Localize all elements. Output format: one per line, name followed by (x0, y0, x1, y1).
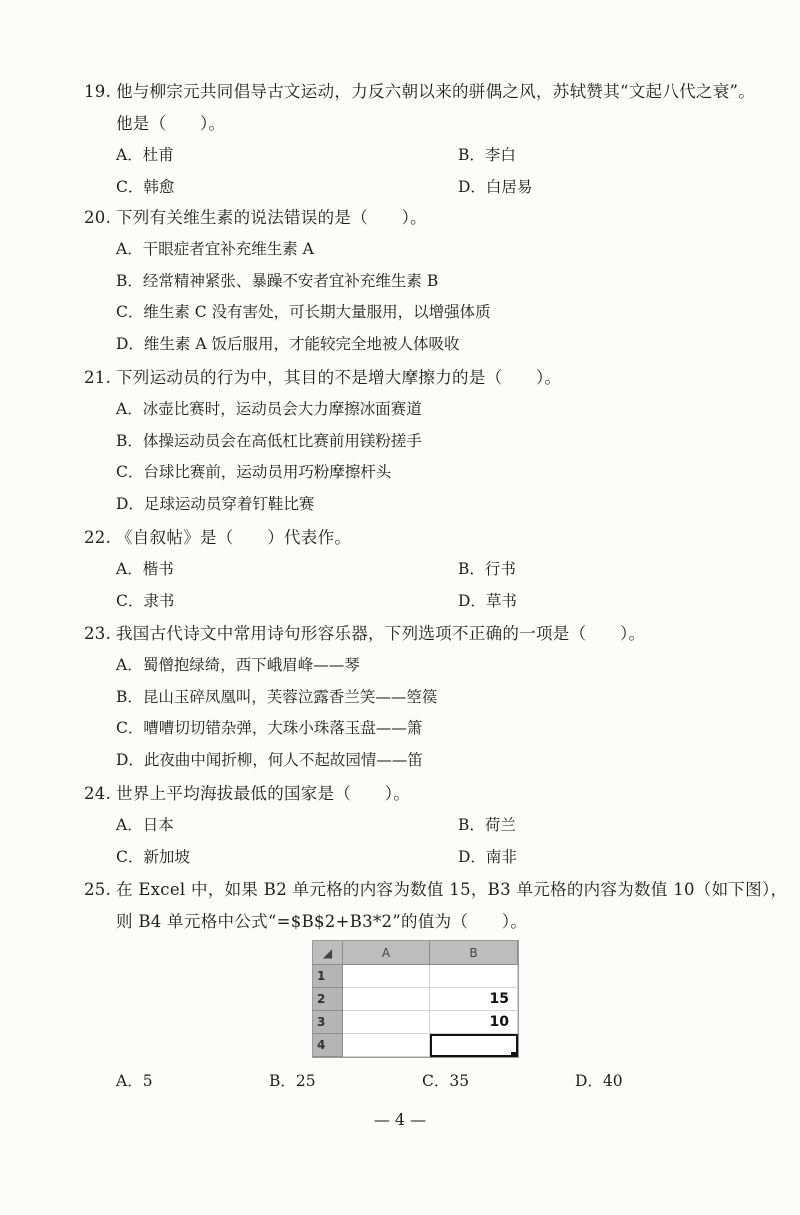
option-d: D．此夜曲中闻折柳，何人不起故园情——笛 (116, 750, 423, 769)
option-b: B．行书 (458, 560, 516, 578)
option-d: D．维生素 A 饭后服用，才能较完全地被人体吸收 (116, 334, 460, 353)
option-d: D．草书 (458, 591, 517, 610)
cell-a1 (343, 965, 430, 988)
question-stem: 24. 世界上平均海拔最低的国家是（ ）。 (84, 778, 774, 810)
option-d: D．足球运动员穿着钉鞋比赛 (116, 494, 315, 513)
option-d: D．白居易 (458, 177, 533, 196)
excel-figure (312, 940, 519, 1058)
question-stem: 19. 他与柳宗元共同倡导古文运动，力反六朝以来的骈偶之风，苏轼赞其“文起八代之衰”。 (84, 76, 774, 108)
question-number: 19. (84, 82, 112, 101)
option-a: A．蜀僧抱绿绮，西下峨眉峰——琴 (116, 656, 360, 674)
option-a: A．5 (116, 1072, 153, 1090)
row-header-4: 4 (313, 1034, 343, 1057)
question-21 (84, 362, 774, 520)
option-c: C．新加坡 (116, 847, 190, 866)
question-number: 20. (84, 208, 112, 227)
question-25 (84, 874, 788, 938)
option-c: C．维生素 C 没有害处，可长期大量服用，以增强体质 (116, 303, 491, 321)
column-header-a: A (343, 941, 430, 965)
option-b: B．经常精神紧张、暴躁不安者宜补充维生素 B (116, 271, 439, 290)
question-25-options (84, 1066, 774, 1098)
page-number: — 4 — (373, 1110, 427, 1129)
question-stem: 20. 下列有关维生素的说法错误的是（ ）。 (84, 202, 774, 234)
question-number: 25. (84, 880, 112, 899)
option-c: C．35 (422, 1072, 470, 1090)
row-header-3: 3 (313, 1011, 343, 1034)
option-c: C．台球比赛前，运动员用巧粉摩擦杆头 (116, 463, 392, 481)
option-c: C．韩愈 (116, 177, 175, 196)
question-24 (84, 778, 774, 873)
option-a: A．楷书 (116, 560, 174, 578)
option-d: D．40 (575, 1072, 623, 1090)
cell-b1 (430, 965, 518, 988)
question-stem: 23. 我国古代诗文中常用诗句形容乐器，下列选项不正确的一项是（ ）。 (84, 618, 774, 650)
question-stem: 21. 下列运动员的行为中，其目的不是增大摩擦力的是（ ）。 (84, 362, 774, 394)
question-number: 23. (84, 624, 112, 643)
option-c: C．嘈嘈切切错杂弹，大珠小珠落玉盘——箫 (116, 719, 423, 737)
row-header-1: 1 (313, 965, 343, 988)
option-b: B．25 (269, 1072, 316, 1090)
question-number: 22. (84, 528, 112, 547)
option-d: D．南非 (458, 847, 517, 866)
question-19 (84, 76, 774, 203)
option-b: B．李白 (458, 146, 516, 164)
option-a: A．日本 (116, 816, 174, 834)
question-22 (84, 522, 774, 617)
option-b: B．体操运动员会在高低杠比赛前用镁粉搓手 (116, 431, 422, 450)
question-stem: 22. 《自叙帖》是（ ）代表作。 (84, 522, 774, 554)
question-20 (84, 202, 774, 360)
select-all-corner: ◢ (313, 941, 343, 965)
cell-b2: 15 (430, 988, 518, 1011)
option-a: A．杜甫 (116, 146, 174, 164)
question-number: 24. (84, 784, 112, 803)
option-b: B．荷兰 (458, 816, 516, 834)
option-c: C．隶书 (116, 591, 175, 610)
question-23 (84, 618, 774, 776)
cell-a2 (343, 988, 430, 1011)
option-b: B．昆山玉碎凤凰叫，芙蓉泣露香兰笑——箜篌 (116, 687, 438, 706)
row-header-2: 2 (313, 988, 343, 1011)
question-stem: 25. 在 Excel 中，如果 B2 单元格的内容为数值 15，B3 单元格的内容为数值 10（如下图）， (84, 874, 774, 906)
fill-handle (511, 1052, 516, 1057)
cell-a3 (343, 1011, 430, 1034)
cell-b4-selected (430, 1034, 518, 1057)
cell-a4 (343, 1034, 430, 1057)
cell-b3: 10 (430, 1011, 518, 1034)
question-stem-continuation: 他是（ ）。 (116, 114, 226, 133)
column-header-b: B (430, 941, 518, 965)
option-a: A．干眼症者宜补充维生素 A (116, 240, 314, 258)
option-a: A．冰壶比赛时，运动员会大力摩擦冰面赛道 (116, 400, 422, 418)
question-number: 21. (84, 368, 112, 387)
question-stem-continuation: 则 B4 单元格中公式“=$B$2+B3*2”的值为（ ）。 (116, 912, 528, 931)
